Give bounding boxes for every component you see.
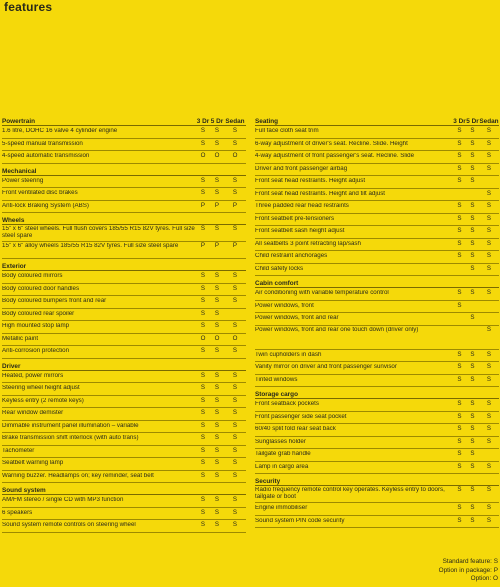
availability-cell: S (214, 508, 220, 516)
feature-row (255, 164, 499, 177)
availability-cell: S (457, 177, 462, 185)
feature-row (255, 375, 499, 388)
feature-row (255, 251, 499, 264)
availability-cell: S (470, 289, 475, 297)
feature-label: Power windows, front and rear (255, 315, 339, 322)
feature-label: Front ventilated disc brakes (2, 190, 78, 197)
feature-label: AM/FM stereo / single CD with MP3 function (2, 497, 124, 504)
availability-cell: S (457, 462, 462, 470)
availability-cell: S (470, 375, 475, 383)
feature-label: Body coloured bumpers front and rear (2, 298, 107, 305)
availability-cell: P (214, 242, 220, 249)
availability-cell: O (200, 334, 206, 342)
feature-row (2, 433, 246, 446)
availability-cell: S (486, 425, 492, 433)
availability-cell: S (232, 384, 238, 392)
availability-cell: S (470, 202, 475, 210)
availability-cell: S (470, 425, 475, 433)
feature-row (255, 139, 499, 152)
column-header: Sedan (225, 118, 245, 125)
legend-standard: Standard feature: S (442, 558, 498, 565)
feature-label: Lamp in cargo area (255, 463, 309, 470)
feature-label: 6-way adjustment of driver's seat. Recline. Slide. Height (255, 140, 408, 147)
feature-row (255, 399, 499, 412)
feature-label: 60/40 split fold rear seat back (255, 426, 336, 433)
feature-row (255, 176, 499, 189)
feature-label: Anti-corrosion protection (2, 348, 70, 355)
availability-cell: S (200, 225, 206, 232)
availability-cell: S (470, 412, 475, 420)
section-title: Seating (255, 118, 279, 125)
availability-cell: S (214, 309, 220, 317)
availability-cell: S (457, 425, 462, 433)
section-title: Cabin comfort (255, 280, 299, 287)
feature-label: Tailgate grab handle (255, 451, 311, 458)
availability-cell: S (470, 437, 475, 445)
feature-label: Front passenger side seat pocket (255, 413, 347, 420)
availability-cell: S (457, 227, 462, 235)
availability-cell: S (457, 400, 462, 408)
feature-row (2, 520, 246, 533)
feature-label: Sunglasses holder (255, 438, 306, 445)
availability-cell: S (486, 189, 492, 197)
feature-label: Front seatback pockets (255, 401, 319, 408)
feature-label: Power windows, front and rear one touch down (driver only) (255, 326, 419, 333)
section-title: Storage cargo (255, 391, 298, 398)
availability-cell: S (470, 504, 475, 512)
availability-cell: S (470, 516, 475, 524)
feature-label: Driver and front passenger airbag (255, 165, 348, 172)
availability-cell: S (200, 459, 206, 467)
feature-row (2, 495, 246, 508)
feature-label: Warning buzzer. Headlamps on; key reminder, seat belt (2, 472, 154, 479)
availability-cell: S (232, 347, 238, 355)
availability-cell: S (470, 177, 475, 185)
availability-cell: S (214, 521, 220, 529)
column-header: 5 Dr (210, 118, 224, 125)
feature-label: All seatbelts 3 point retracting lap/sash (255, 240, 361, 247)
feature-row (255, 326, 499, 350)
feature-label: Three padded rear head restraints (255, 203, 349, 210)
feature-row (255, 362, 499, 375)
availability-cell: S (200, 347, 206, 355)
availability-cell: S (232, 284, 238, 292)
availability-cell: S (200, 421, 206, 429)
column-header: 5 Dr (466, 118, 479, 125)
availability-cell: S (214, 409, 220, 417)
availability-cell: S (457, 252, 462, 260)
availability-cell: S (486, 504, 492, 512)
feature-row (255, 424, 499, 437)
availability-cell: S (232, 446, 238, 454)
availability-cell: S (200, 434, 206, 442)
availability-cell: S (214, 496, 220, 504)
feature-row (2, 271, 246, 284)
availability-cell: P (232, 201, 238, 209)
feature-label: Body coloured rear spoiler (2, 310, 75, 317)
availability-cell: S (470, 152, 475, 160)
feature-row (2, 188, 246, 201)
feature-label: Engine immobiliser (255, 505, 308, 512)
availability-cell: S (214, 176, 220, 184)
feature-row (2, 309, 246, 322)
availability-cell: S (486, 350, 492, 358)
availability-cell: S (470, 314, 475, 322)
availability-cell: S (457, 214, 462, 222)
availability-cell: S (470, 363, 475, 371)
feature-row (255, 437, 499, 450)
availability-cell: S (486, 363, 492, 371)
availability-cell: S (486, 375, 492, 383)
feature-row (2, 458, 246, 471)
availability-cell: S (214, 459, 220, 467)
availability-cell: S (486, 486, 492, 493)
availability-cell: S (200, 446, 206, 454)
section-header-wheels (2, 213, 246, 225)
availability-cell: S (232, 189, 238, 197)
feature-row (255, 201, 499, 214)
feature-row (2, 139, 246, 152)
availability-cell: S (214, 347, 220, 355)
feature-row (255, 462, 499, 475)
availability-cell: S (457, 164, 462, 172)
availability-cell: S (200, 371, 206, 379)
feature-row (2, 471, 246, 484)
availability-cell: S (200, 139, 206, 147)
feature-row (255, 151, 499, 164)
availability-cell: S (214, 421, 220, 429)
availability-cell: S (200, 409, 206, 417)
availability-cell: S (486, 264, 492, 272)
feature-label: Heated, power mirrors (2, 372, 64, 379)
feature-row (255, 516, 499, 529)
feature-row (2, 396, 246, 409)
feature-row (255, 313, 499, 326)
availability-cell: S (214, 471, 220, 479)
availability-cell: S (470, 214, 475, 222)
availability-cell: S (200, 384, 206, 392)
availability-cell: S (470, 239, 475, 247)
availability-cell: S (486, 462, 492, 470)
availability-cell: O (200, 152, 206, 160)
feature-row (255, 412, 499, 425)
availability-cell: S (232, 176, 238, 184)
availability-cell: S (200, 521, 206, 529)
availability-cell: S (232, 508, 238, 516)
feature-label: High mounted stop lamp (2, 323, 70, 330)
availability-cell: S (486, 164, 492, 172)
feature-row (2, 201, 246, 214)
availability-cell: S (200, 272, 206, 280)
section-title: Exterior (2, 263, 27, 270)
section-header-driver (2, 359, 246, 371)
availability-cell: S (200, 496, 206, 504)
availability-cell: S (214, 139, 220, 147)
availability-cell: S (214, 371, 220, 379)
section-title: Powertrain (2, 118, 36, 125)
availability-cell: S (457, 202, 462, 210)
availability-cell: S (200, 322, 206, 330)
availability-cell: S (214, 284, 220, 292)
feature-row (255, 288, 499, 301)
feature-row (2, 421, 246, 434)
availability-cell: S (470, 252, 475, 260)
section-header-sound-system (2, 483, 246, 495)
section-header-powertrain (2, 114, 246, 126)
feature-row (255, 350, 499, 363)
availability-cell: S (470, 164, 475, 172)
availability-cell: S (486, 400, 492, 408)
legend-option: Option: O (470, 575, 498, 583)
availability-cell: P (200, 201, 206, 209)
availability-cell: S (470, 127, 475, 135)
availability-cell: P (214, 201, 220, 209)
feature-row (2, 371, 246, 384)
feature-label: Body coloured mirrors (2, 273, 63, 280)
section-title: Wheels (2, 217, 25, 224)
availability-cell: S (200, 309, 206, 317)
feature-label: 1.6 litre, DOHC 16 valve 4 cylinder engine (2, 128, 118, 135)
availability-cell: P (232, 242, 238, 249)
availability-cell: S (470, 264, 475, 272)
feature-row (2, 334, 246, 347)
feature-row (2, 508, 246, 521)
feature-label: 6 speakers (2, 509, 33, 516)
feature-label: 15" x 6" alloy wheels 185/55 R15 82V tyres. Full size steel spare (2, 243, 179, 249)
availability-cell: S (486, 516, 492, 524)
feature-row (2, 408, 246, 421)
section-title: Sound system (2, 487, 46, 494)
availability-cell: S (457, 239, 462, 247)
availability-cell: S (232, 272, 238, 280)
availability-cell: S (214, 297, 220, 305)
availability-cell: S (200, 189, 206, 197)
availability-cell: S (486, 214, 492, 222)
feature-label: Front seat head restraints. Height and tilt adjust (255, 190, 386, 197)
availability-cell: S (232, 496, 238, 504)
feature-label: Brake transmission shift interlock (with auto trans) (2, 435, 139, 442)
availability-cell: S (486, 412, 492, 420)
availability-cell: S (200, 176, 206, 184)
section-title: Mechanical (2, 167, 37, 175)
availability-cell: S (486, 252, 492, 260)
section-header-mechanical (2, 164, 246, 176)
availability-cell: S (232, 471, 238, 479)
availability-cell: S (232, 434, 238, 442)
feature-label: Air conditioning with variable temperature control (255, 290, 389, 297)
availability-cell: O (214, 152, 220, 160)
availability-cell: S (457, 350, 462, 358)
availability-cell: S (486, 437, 492, 445)
feature-label: Front seatbelt sash height adjust (255, 228, 345, 235)
availability-cell: S (200, 508, 206, 516)
feature-row (2, 151, 246, 164)
availability-cell: S (457, 375, 462, 383)
feature-row (2, 225, 246, 242)
feature-row (2, 126, 246, 139)
feature-label: 5-speed manual transmission (2, 140, 83, 147)
feature-label: Front seatbelt pre-tensioners (255, 215, 335, 222)
feature-row (2, 296, 246, 309)
feature-label: Power windows, front (255, 302, 314, 309)
feature-label: Sound system PIN code security (255, 517, 345, 524)
availability-cell: S (457, 412, 462, 420)
feature-row (255, 214, 499, 227)
availability-cell: S (232, 421, 238, 429)
feature-row (2, 383, 246, 396)
availability-cell: S (486, 325, 492, 333)
availability-cell: S (232, 396, 238, 404)
feature-label: Dimmable instrument panel illumination – variable (2, 422, 139, 429)
availability-cell: S (200, 127, 206, 135)
feature-label: 4-speed automatic transmission (2, 153, 90, 160)
availability-cell: S (457, 437, 462, 445)
availability-cell: S (486, 239, 492, 247)
feature-row (255, 239, 499, 252)
availability-cell: S (470, 450, 475, 458)
availability-cell: S (457, 301, 462, 309)
section-title: Driver (2, 362, 21, 370)
availability-cell: S (457, 363, 462, 371)
feature-row (255, 126, 499, 139)
feature-label: Power steering (2, 177, 44, 184)
feature-label: Radio frequency remote control key operates. Keyless entry to doors, tailgate or boot (255, 487, 445, 500)
feature-label: Body coloured door handles (2, 285, 80, 292)
section-title: Security (255, 478, 281, 485)
availability-cell: S (486, 139, 492, 147)
availability-cell: S (200, 471, 206, 479)
availability-cell: S (470, 486, 475, 493)
feature-label: Tachometer (2, 447, 35, 454)
section-header-seating (255, 114, 499, 126)
feature-label: Seatbelt warning lamp (2, 460, 64, 467)
availability-cell: S (232, 297, 238, 305)
section-header-storage-cargo (255, 387, 499, 399)
availability-cell: S (214, 434, 220, 442)
feature-row (255, 264, 499, 277)
right-feature-table (255, 114, 499, 528)
availability-cell: S (200, 297, 206, 305)
availability-cell: S (232, 139, 238, 147)
availability-cell: O (232, 334, 238, 342)
availability-cell: S (470, 227, 475, 235)
availability-cell: S (457, 152, 462, 160)
column-header: 3 Dr (453, 118, 466, 125)
column-header: 3 Dr (196, 118, 210, 125)
feature-row (2, 346, 246, 359)
feature-row (2, 284, 246, 297)
feature-label: Child safety locks (255, 265, 304, 272)
availability-cell: O (214, 334, 220, 342)
availability-cell: S (457, 450, 462, 458)
availability-cell: S (232, 459, 238, 467)
section-header-cabin-comfort (255, 276, 499, 288)
availability-cell: O (232, 152, 238, 160)
feature-label: Tinted windows (255, 376, 298, 383)
availability-cell: S (232, 371, 238, 379)
availability-cell: P (200, 242, 206, 249)
feature-row (2, 176, 246, 189)
feature-row (2, 446, 246, 459)
availability-cell: S (200, 396, 206, 404)
availability-cell: S (232, 409, 238, 417)
section-header-security (255, 474, 499, 486)
feature-row (255, 301, 499, 314)
availability-cell: S (214, 384, 220, 392)
availability-cell: S (457, 289, 462, 297)
availability-cell: S (486, 227, 492, 235)
availability-cell: S (214, 225, 220, 232)
feature-row (255, 486, 499, 503)
section-header-exterior (2, 259, 246, 271)
availability-cell: S (486, 202, 492, 210)
availability-cell: S (470, 350, 475, 358)
column-header: Sedan (479, 118, 499, 125)
availability-cell: S (470, 462, 475, 470)
feature-label: Child restraint anchorages (255, 253, 328, 260)
feature-label: Metallic paint (2, 335, 39, 342)
feature-label: Twin cupholders in dash (255, 351, 322, 358)
legend-package: Option in package: P (438, 566, 498, 574)
availability-cell: S (486, 152, 492, 160)
feature-row (255, 189, 499, 202)
left-feature-table (2, 114, 246, 533)
feature-label: Steering wheel height adjust (2, 385, 80, 392)
availability-cell: S (457, 127, 462, 135)
availability-cell: S (470, 400, 475, 408)
availability-cell: S (486, 289, 492, 297)
availability-cell: S (214, 272, 220, 280)
availability-cell: S (232, 127, 238, 135)
availability-cell: S (232, 225, 238, 232)
feature-row (2, 321, 246, 334)
feature-row (255, 449, 499, 462)
availability-cell: S (470, 139, 475, 147)
feature-label: 15" x 6" steel wheels. Full flush covers 185/55 R15 82V tyres. Full size steel spare (2, 226, 195, 239)
availability-cell: S (214, 446, 220, 454)
feature-row (255, 503, 499, 516)
availability-cell: S (457, 486, 462, 493)
availability-cell: S (214, 322, 220, 330)
feature-label: Keyless entry (2 remote keys) (2, 397, 84, 404)
availability-cell: S (486, 127, 492, 135)
feature-label: Rear window demister (2, 410, 64, 417)
feature-label: Vanity mirror on driver and front passenger sunvisor (255, 364, 397, 371)
feature-row (255, 226, 499, 239)
availability-cell: S (232, 322, 238, 330)
feature-label: Front seat head restraints. Height adjust (255, 178, 366, 185)
feature-label: Full face cloth seat trim (255, 128, 319, 135)
availability-cell: S (214, 127, 220, 135)
availability-cell: S (457, 516, 462, 524)
availability-cell: S (457, 139, 462, 147)
feature-row (2, 242, 246, 259)
feature-label: Anti-lock Braking System (ABS) (2, 202, 89, 209)
availability-cell: S (200, 284, 206, 292)
feature-label: 4-way adjustment of front passenger's seat. Recline. Slide (255, 153, 415, 160)
availability-cell: S (457, 504, 462, 512)
availability-cell: S (214, 189, 220, 197)
feature-label: Sound system remote controls on steering wheel (2, 522, 136, 529)
page-title: features (4, 0, 53, 14)
availability-cell: S (232, 521, 238, 529)
legend (439, 558, 498, 584)
availability-cell: S (214, 396, 220, 404)
